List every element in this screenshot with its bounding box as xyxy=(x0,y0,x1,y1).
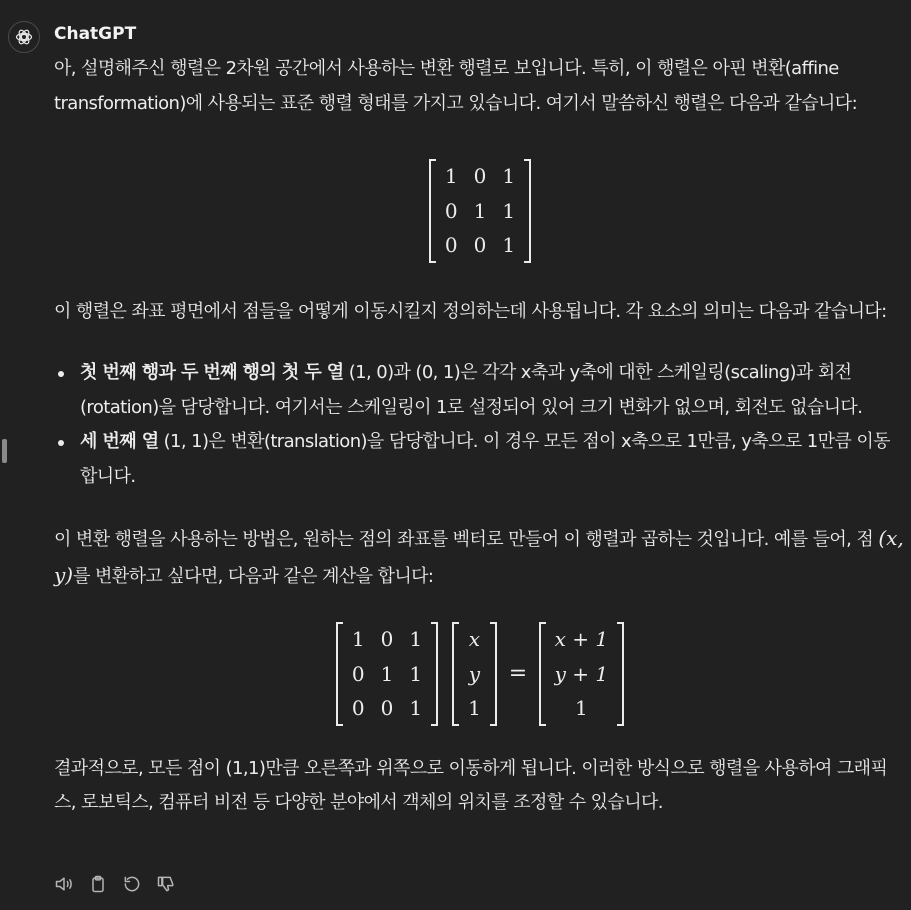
matrix-cell: 1 xyxy=(409,627,423,651)
message-actions xyxy=(52,872,178,896)
bullet-bold-term: 첫 번째 행과 두 번째 행의 첫 두 열 xyxy=(80,362,344,383)
bullet-bold-term: 세 번째 열 xyxy=(80,431,159,452)
regenerate-icon[interactable] xyxy=(120,872,144,896)
conclusion-paragraph: 결과적으로, 모든 점이 (1,1)만큼 오른쪽과 위쪽으로 이동하게 됩니다. 이러한 방식으로 행렬을 사용하여 그래픽스, 로보틱스, 컴퓨터 비전 등 다양한 분야에서 객체의 위치를 조정할 수 있습니다. xyxy=(54,757,888,813)
matrix-cell: 0 xyxy=(473,164,487,188)
matrix-cell: 1 xyxy=(473,198,487,223)
message-content xyxy=(54,52,906,821)
vector-cell: 1 xyxy=(575,696,588,720)
matrix-cell: 1 xyxy=(409,661,423,686)
vector-cell: 1 xyxy=(468,696,481,720)
matrix-cell: 1 xyxy=(444,164,458,188)
thumbs-down-icon[interactable] xyxy=(154,872,178,896)
matrix-cell: 0 xyxy=(444,233,458,257)
chatgpt-avatar xyxy=(8,21,40,53)
usage-text-b: 를 변환하고 싶다면, 다음과 같은 계산을 합니다: xyxy=(73,565,434,587)
matrix-cell: 1 xyxy=(502,198,516,223)
list-item xyxy=(54,356,906,425)
equation-display xyxy=(54,622,906,726)
matrix-cell: 1 xyxy=(380,661,394,686)
matrix-cell: 0 xyxy=(473,233,487,257)
matrix-cell: 1 xyxy=(502,233,516,257)
matrix-display xyxy=(54,159,906,263)
matrix-cell: 0 xyxy=(351,661,365,686)
vector-cell: x xyxy=(468,627,481,651)
usage-paragraph xyxy=(54,521,906,594)
vector-cell: x + 1 xyxy=(554,627,609,651)
transform-matrix xyxy=(429,159,531,263)
point-notation: (x, y) xyxy=(54,526,904,587)
equals-sign: = xyxy=(508,660,527,686)
vector-cell: y + 1 xyxy=(554,661,609,686)
matrix-cell: 0 xyxy=(444,198,458,223)
scroll-indicator[interactable] xyxy=(2,439,7,463)
matrix-cell: 0 xyxy=(380,627,394,651)
copy-icon[interactable] xyxy=(86,872,110,896)
usage-text-a: 이 변환 행렬을 사용하는 방법은, 원하는 점의 좌표를 벡터로 만들어 이 행렬과 곱하는 것입니다. 예를 들어, 점 xyxy=(54,529,879,550)
intro-paragraph: 아, 설명해주신 행렬은 2차원 공간에서 사용하는 변환 행렬로 보입니다. 특히, 이 행렬은 아핀 변환(affine transformation)에 사용되는 표준 행렬 형태를 가지고 있습니다. 여기서 말씀하신 행렬은 다음과 같습니다: xyxy=(54,58,858,114)
matrix-cell: 0 xyxy=(351,696,365,720)
bullet-text: (1, 0)과 (0, 1)은 각각 x축과 y축에 대한 스케일링(scaling)과 회전(rotation)을 담당합니다. 여기서는 스케일링이 1로 설정되어 있어 크기 변화가 없으며, 회전도 없습니다. xyxy=(80,362,863,418)
equation-matrix xyxy=(336,622,438,726)
openai-logo-icon xyxy=(14,27,34,47)
vector-cell: y xyxy=(468,661,481,686)
matrix-cell: 0 xyxy=(380,696,394,720)
matrix-cell: 1 xyxy=(409,696,423,720)
matrix-cell: 1 xyxy=(502,164,516,188)
result-vector xyxy=(539,622,625,726)
input-vector xyxy=(452,622,497,726)
move-paragraph: 이 행렬은 좌표 평면에서 점들을 어떻게 이동시킬지 정의하는데 사용됩니다. 각 요소의 의미는 다음과 같습니다: xyxy=(54,300,887,322)
message-author: ChatGPT xyxy=(54,24,137,44)
matrix-cell: 1 xyxy=(351,627,365,651)
list-item xyxy=(54,425,906,494)
bullet-text: (1, 1)은 변환(translation)을 담당합니다. 이 경우 모든 점이 x축으로 1만큼, y축으로 1만큼 이동합니다. xyxy=(80,431,890,487)
read-aloud-icon[interactable] xyxy=(52,872,76,896)
bullet-list xyxy=(54,356,906,494)
